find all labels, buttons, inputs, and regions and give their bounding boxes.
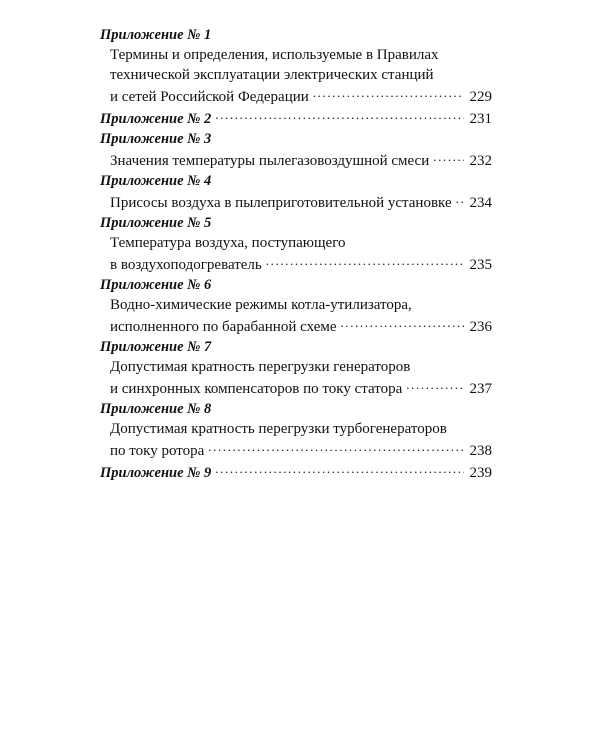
toc-entry-leader-line[interactable] [110, 253, 492, 275]
toc-entry-appendix-2 [100, 107, 492, 129]
toc-entry-appendix-8 [100, 399, 492, 461]
toc-entry-appendix-5 [100, 213, 492, 275]
toc-entry-heading: Приложение № 2 [100, 111, 212, 127]
toc-entry-appendix-1 [100, 25, 492, 107]
toc-entry-leader-line[interactable] [110, 377, 492, 399]
toc-entry-appendix-3 [100, 129, 492, 171]
toc-entry-title-line: по току ротора [110, 443, 205, 459]
toc-entry-title-line: и сетей Российской Федерации [110, 89, 309, 105]
page-number: 238 [469, 443, 492, 459]
page-number: 229 [469, 89, 492, 105]
toc-entry-title-line: Допустимая кратность перегрузки турбогенераторов [110, 421, 447, 437]
page-number: 239 [469, 465, 492, 481]
page-number: 235 [469, 257, 492, 273]
dot-leader [208, 439, 464, 455]
toc-entry-heading: Приложение № 6 [100, 277, 212, 293]
toc-entry-appendix-6 [100, 275, 492, 337]
toc-entry-leader-line[interactable] [100, 461, 492, 483]
toc-entry-heading: Приложение № 9 [100, 465, 212, 481]
dot-leader [406, 377, 464, 393]
toc-entry-heading: Приложение № 1 [100, 27, 212, 43]
dot-leader [215, 461, 464, 477]
page-number: 231 [469, 111, 492, 127]
toc-entry-title-line: технической эксплуатации электрических станций [110, 67, 434, 83]
toc-entry-leader-line[interactable] [110, 315, 492, 337]
dot-leader [215, 107, 464, 123]
toc-entry-leader-line[interactable] [110, 439, 492, 461]
page-number: 236 [469, 319, 492, 335]
toc-entry-appendix-4 [100, 171, 492, 213]
toc-entry-heading: Приложение № 7 [100, 339, 212, 355]
toc-entry-leader-line[interactable] [110, 85, 492, 107]
toc-entry-heading: Приложение № 5 [100, 215, 212, 231]
toc-entry-title-line: Присосы воздуха в пылеприготовительной установке [110, 195, 452, 211]
toc-entry-heading: Приложение № 3 [100, 131, 212, 147]
toc-entry-title-line: и синхронных компенсаторов по току статора [110, 381, 403, 397]
toc-entry-title-line: Водно-химические режимы котла-утилизатора, [110, 297, 412, 313]
toc-entry-leader-line[interactable] [110, 191, 492, 213]
table-of-contents [100, 25, 492, 483]
dot-leader [266, 253, 464, 269]
dot-leader [433, 149, 464, 165]
page-number: 232 [469, 153, 492, 169]
dot-leader [341, 315, 464, 331]
toc-entry-leader-line[interactable] [100, 107, 492, 129]
toc-entry-leader-line[interactable] [110, 149, 492, 171]
toc-entry-title-line: Значения температуры пылегазовоздушной смеси [110, 153, 430, 169]
toc-entry-appendix-9 [100, 461, 492, 483]
toc-entry-title-line: исполненного по барабанной схеме [110, 319, 337, 335]
toc-entry-heading: Приложение № 4 [100, 173, 212, 189]
toc-entry-title-line: в воздухоподогреватель [110, 257, 262, 273]
page-number: 234 [469, 195, 492, 211]
dot-leader [456, 191, 464, 207]
page-number: 237 [469, 381, 492, 397]
toc-entry-title-line: Допустимая кратность перегрузки генераторов [110, 359, 411, 375]
toc-entry-heading: Приложение № 8 [100, 401, 212, 417]
toc-entry-title-line: Термины и определения, используемые в Правилах [110, 47, 439, 63]
toc-entry-title-line: Температура воздуха, поступающего [110, 235, 346, 251]
dot-leader [313, 85, 464, 101]
toc-entry-appendix-7 [100, 337, 492, 399]
